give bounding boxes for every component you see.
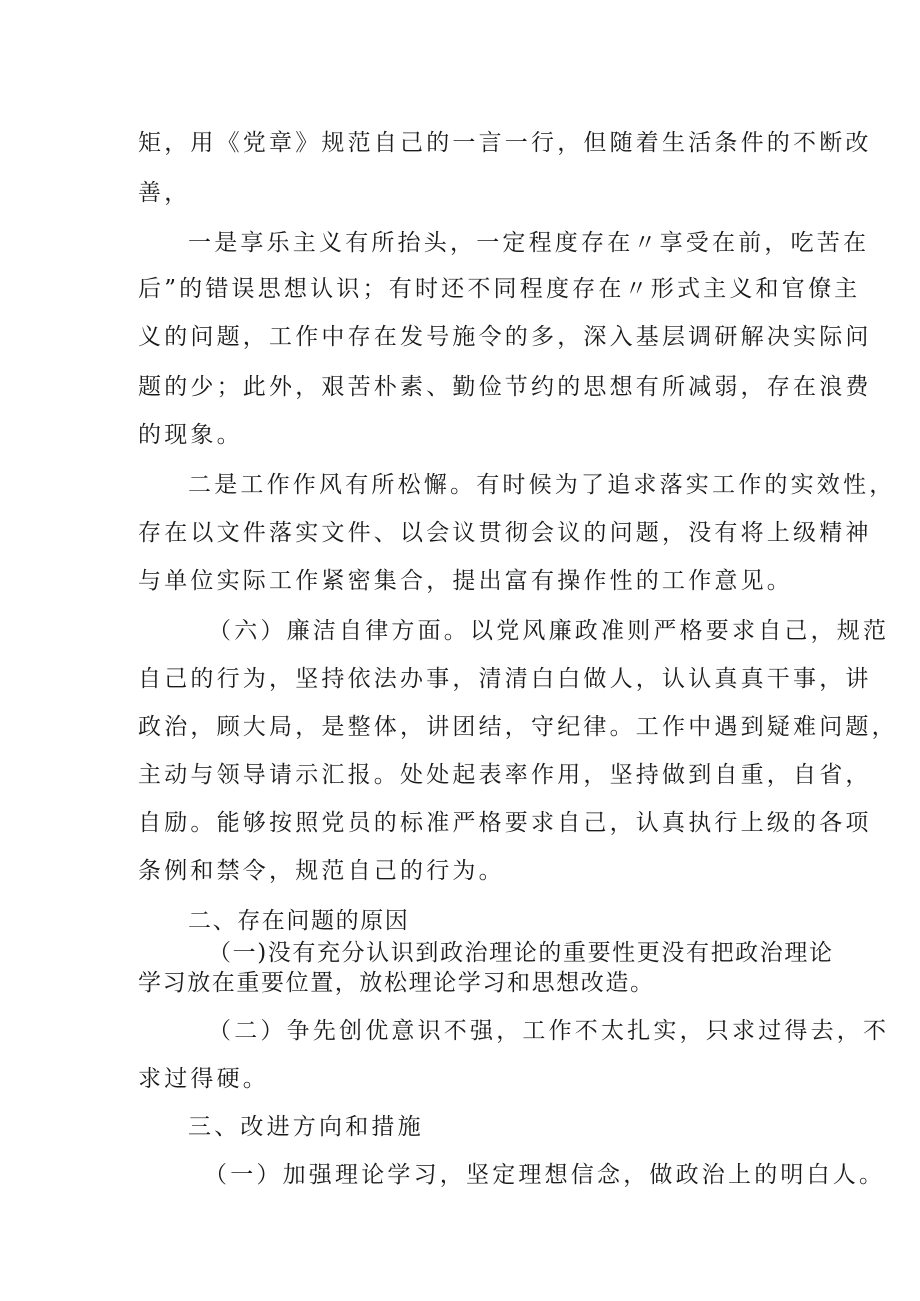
text-line-5: 义的问题，工作中存在发号施令的多，深入基层调研解决实际问 [138,324,872,350]
text-line-19: 学习放在重要位置，放松理论学习和思想改造。 [138,970,655,996]
text-line-21: 求过得硬。 [138,1066,269,1092]
text-line-12: 自己的行为，坚持依法办事，清清白白做人，认认真真干事，讲 [138,666,872,692]
text-line-7: 的现象。 [138,422,243,448]
text-line-13: 政治，顾大局，是整体，讲团结，守纪律。工作中遇到疑难问题， [138,714,898,740]
text-line-9: 存在以文件落实文件、以会议贯彻会议的问题，没有将上级精神 [138,520,872,546]
text-line-4: 后”的错误思想认识；有时还不同程度存在〃形式主义和官僚主 [138,276,861,302]
text-line-11: （六）廉洁自律方面。以党风廉政准则严格要求自己，规范 [208,618,890,644]
text-line-2: 善， [138,180,191,206]
section-heading-2: 二、存在问题的原因 [188,908,410,934]
text-line-16: 条例和禁令，规范自己的行为。 [138,858,505,884]
text-line-6: 题的少；此外，艰苦朴素、勤俭节约的思想有所减弱，存在浪费 [138,374,872,400]
text-line-1: 矩，用《党章》规范自己的一言一行，但随着生活条件的不断改 [138,130,872,156]
text-line-8: 二是工作作风有所松懈。有时候为了追求落实工作的实效性， [188,472,896,498]
text-line-20: （二）争先创优意识不强，工作不太扎实，只求过得去，不 [208,1018,890,1044]
section-heading-3: 三、改进方向和措施 [188,1114,424,1140]
text-line-23: （一）加强理论学习，坚定理想信念，做政治上的明白人。 [204,1162,886,1188]
text-line-10: 与单位实际工作紧密集合，提出富有操作性的工作意见。 [138,568,793,594]
text-line-18: （一)没有充分认识到政治理论的重要性更没有把政治理论 [208,940,834,966]
text-line-15: 自励。能够按照党员的标准严格要求自己，认真执行上级的各项 [138,810,872,836]
text-line-3: 一是享乐主义有所抬头，一定程度存在〃享受在前，吃苦在 [188,230,870,256]
text-line-14: 主动与领导请示汇报。处处起表率作用，坚持做到自重，自省， [138,762,872,788]
